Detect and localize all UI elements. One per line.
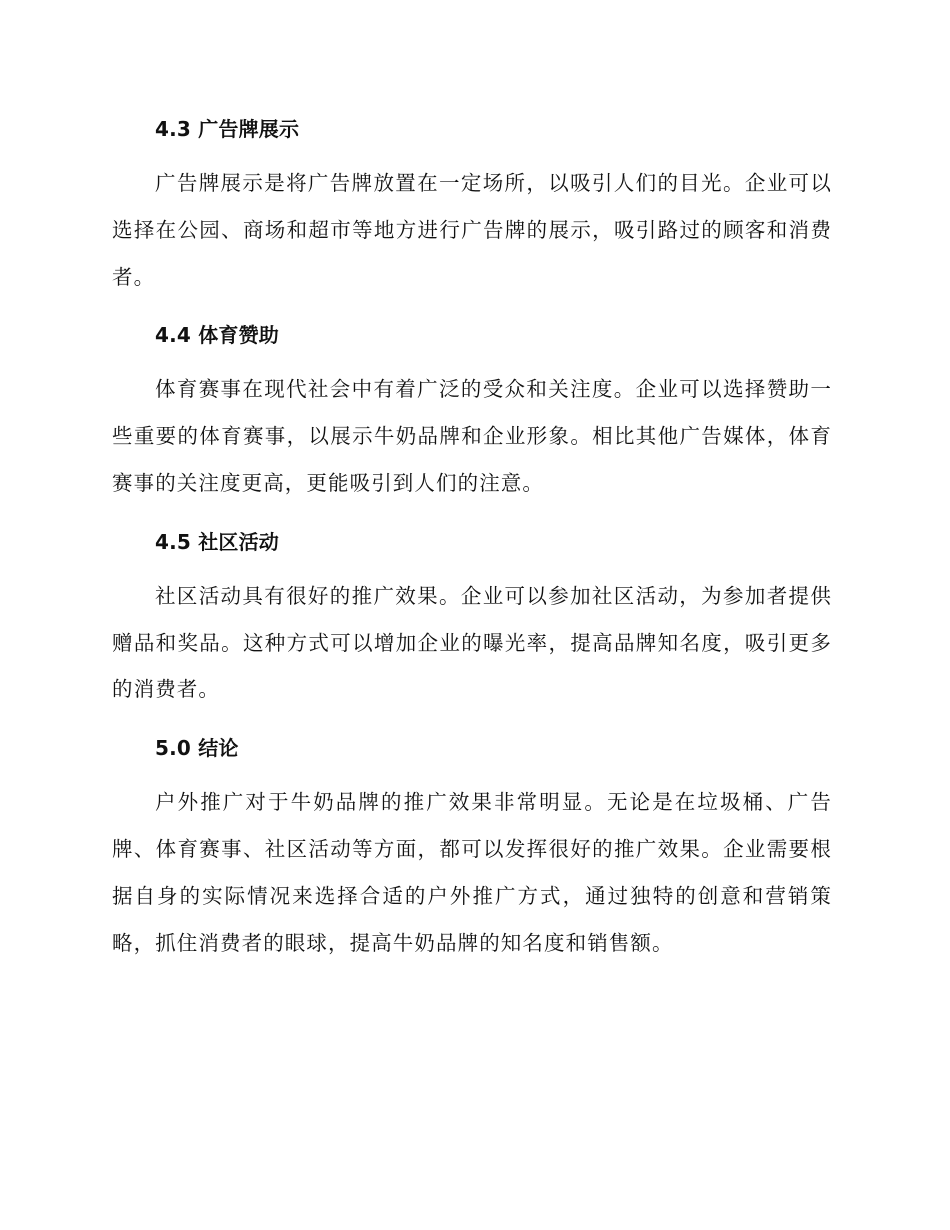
section-community-activities (112, 521, 832, 713)
section-heading: 4.4 体育赞助 (155, 323, 279, 348)
section-heading: 4.5 社区活动 (155, 529, 279, 554)
section-conclusion (112, 727, 832, 966)
section-heading: 4.3 广告牌展示 (155, 117, 300, 141)
section-heading: 5.0 结论 (155, 736, 239, 761)
section-sports-sponsorship (112, 314, 832, 506)
section-paragraph: 广告牌展示是将广告牌放置在一定场所，以吸引人们的目光。企业可以选择在公园、商场和超市等地方进行广告牌的展示，吸引路过的顾客和消费者。 (112, 171, 832, 289)
section-paragraph: 户外推广对于牛奶品牌的推广效果非常明显。无论是在垃圾桶、广告牌、体育赛事、社区活动等方面，都可以发挥很好的推广效果。企业需要根据自身的实际情况来选择合适的户外推广方式，通过独特的创意和营销策略，抓住消费者的眼球，提高牛奶品牌的知名度和销售额。 (112, 790, 832, 955)
section-paragraph: 社区活动具有很好的推广效果。企业可以参加社区活动，为参加者提供赠品和奖品。这种方式可以增加企业的曝光率，提高品牌知名度，吸引更多的消费者。 (112, 583, 832, 702)
document-body (112, 108, 832, 980)
section-paragraph: 体育赛事在现代社会中有着广泛的受众和关注度。企业可以选择赞助一些重要的体育赛事，以展示牛奶品牌和企业形象。相比其他广告媒体，体育赛事的关注度更高，更能吸引到人们的注意。 (112, 377, 832, 495)
section-billboard-display (112, 108, 832, 300)
